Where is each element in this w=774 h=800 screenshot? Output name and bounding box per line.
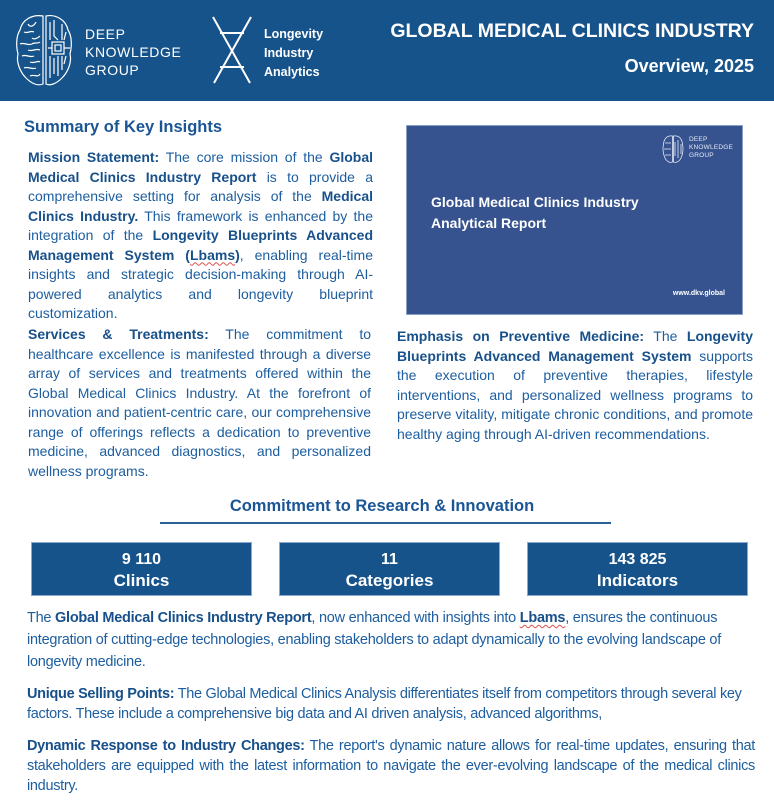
dynamic-response-paragraph bbox=[27, 736, 755, 796]
partner-line: Longevity bbox=[264, 27, 324, 41]
report-cover-image bbox=[406, 125, 743, 315]
services-paragraph bbox=[28, 325, 371, 481]
hourglass-dna-icon bbox=[210, 15, 254, 85]
partner-line: Industry bbox=[264, 46, 314, 60]
text-run: is to provide a comprehensive setting for analysis of the bbox=[28, 168, 373, 204]
commitment-heading: Commitment to Research & Innovation bbox=[229, 497, 535, 515]
text-run: The bbox=[644, 328, 687, 344]
bold-run: ( bbox=[174, 246, 190, 263]
mission-label: Mission Statement: bbox=[28, 149, 160, 165]
partner-line: Analytics bbox=[264, 65, 320, 79]
stat-value: 11 bbox=[381, 551, 398, 568]
dynamic-label: Dynamic Response to Industry Changes: bbox=[27, 738, 305, 754]
stat-label: Categories bbox=[345, 571, 434, 590]
report-subtitle: Overview, 2025 bbox=[624, 56, 754, 76]
stat-label: Indicators bbox=[596, 571, 679, 590]
cover-url: www.dkv.global bbox=[672, 290, 725, 297]
text-run: , now enhanced with insights into bbox=[311, 610, 520, 626]
stat-card-indicators bbox=[527, 542, 748, 596]
brand-line: DEEP bbox=[689, 136, 708, 143]
bold-run: Global Medical Clinics Industry Report bbox=[28, 149, 373, 185]
brain-circuit-logo-icon bbox=[14, 12, 74, 88]
text-run: The Global Medical Clinics Analysis differentiates itself from competitors through several key factors. These include a comprehensive big data and AI driven analysis, advanced algorithms, bbox=[27, 686, 742, 722]
usp-label: Unique Selling Points: bbox=[27, 686, 175, 702]
summary-heading: Summary of Key Insights bbox=[24, 118, 223, 136]
stat-label: Clinics bbox=[113, 571, 170, 590]
bold-run: ) bbox=[235, 246, 240, 263]
brand-line: KNOWLEDGE bbox=[689, 144, 734, 151]
services-label: Services & Treatments: bbox=[28, 326, 209, 342]
global-report-paragraph bbox=[27, 607, 762, 673]
brand-line: DEEP bbox=[85, 26, 126, 42]
mission-statement-paragraph bbox=[28, 148, 373, 324]
text-run: This framework is enhanced by the integration of the bbox=[28, 207, 373, 243]
text-run: supports the execution of preventive therapies, lifestyle interventions, and personalized wellness programs to preserve vitality, mitigate chronic conditions, and promote healthy aging through AI-driven recommendations. bbox=[397, 347, 753, 442]
partner-wordmark bbox=[264, 25, 323, 82]
stat-card-clinics bbox=[31, 542, 252, 596]
cover-title bbox=[431, 192, 639, 234]
text-run: The commitment to healthcare excellence is manifested through a diverse array of services and treatments offered within the Global Medical Clinics Industry. At the forefront of innovation and patient-centric care, our comprehensive range of offerings reflects a dedication to preventive medicine, advanced diagnostics, and personalized wellness programs. bbox=[28, 326, 371, 479]
text-run: , enabling real-time insights and strategic decision-making through AI-powered analytics and longevity blueprint customization. bbox=[28, 246, 373, 321]
bold-run: Longevity Blueprints Advanced Management System bbox=[28, 227, 374, 263]
brand-line: GROUP bbox=[689, 152, 714, 159]
stat-value: 143 825 bbox=[608, 551, 667, 568]
bold-run: Medical Clinics Industry. bbox=[28, 188, 373, 224]
text-run: The core mission of the bbox=[159, 149, 330, 165]
brand-line: GROUP bbox=[85, 62, 140, 78]
text-run: , ensures the continuous integration of cutting-edge technologies, enabling stakeholders to adapt dynamically to the evolving landscape of longevity medicine. bbox=[27, 610, 722, 670]
cover-title-line: Global Medical Clinics Industry bbox=[431, 194, 639, 210]
text-run: The report's dynamic nature allows for real-time updates, ensuring that stakeholders are equipped with the latest information to navigate the ever-evolving landscape of the medical clinics industry. bbox=[27, 738, 755, 794]
text-run: The bbox=[27, 610, 56, 626]
cover-title-line: Analytical Report bbox=[431, 215, 547, 231]
preventive-medicine-paragraph bbox=[397, 327, 753, 444]
bold-run: Global Medical Clinics Industry Report bbox=[55, 610, 312, 626]
brand-line: KNOWLEDGE bbox=[85, 44, 182, 60]
lbams-term: Lbams bbox=[189, 246, 236, 263]
cover-brand-wordmark bbox=[689, 136, 733, 160]
brain-circuit-logo-icon bbox=[662, 134, 684, 164]
preventive-label: Emphasis on Preventive Medicine: bbox=[397, 328, 645, 344]
unique-selling-points-paragraph bbox=[27, 684, 755, 724]
stat-value: 9 110 bbox=[121, 551, 162, 568]
stat-card-categories bbox=[279, 542, 500, 596]
report-title: GLOBAL MEDICAL CLINICS INDUSTRY bbox=[390, 20, 754, 42]
header-banner bbox=[0, 0, 774, 101]
heading-divider bbox=[160, 522, 611, 524]
bold-run: Longevity Blueprints Advanced Management System bbox=[397, 328, 754, 364]
brand-wordmark bbox=[85, 25, 181, 79]
lbams-term: Lbams bbox=[519, 610, 566, 626]
